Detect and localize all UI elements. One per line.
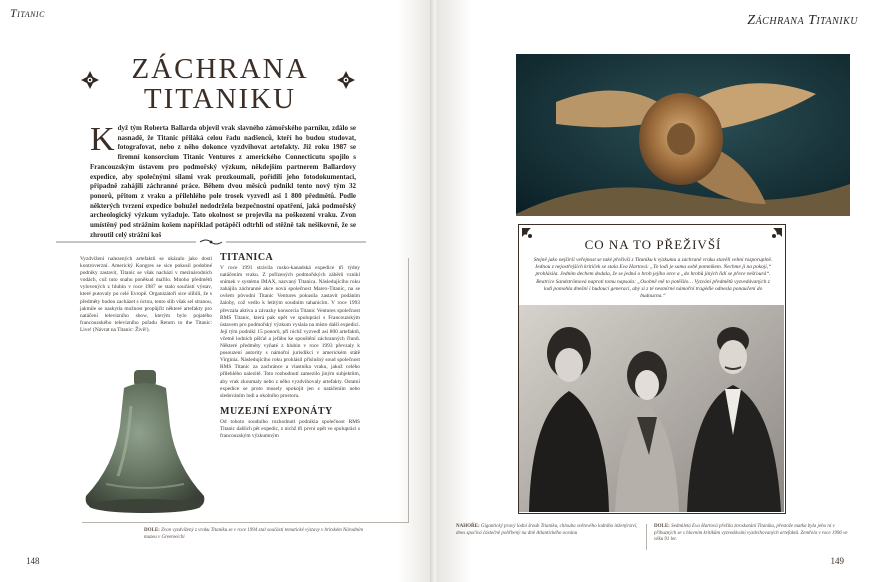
intro-paragraph	[90, 121, 356, 240]
caption-divider	[646, 524, 647, 550]
caption-text: Zvon vyzdvižený z vraku Titaniku se v roce 1994 stal součástí tematické výstavy v britském Národním muzeu v Greenwichi	[144, 528, 364, 540]
fleuron-right-icon	[336, 70, 356, 90]
running-head-left: Titanic	[10, 6, 45, 20]
section-text-titanica: V roce 1991 strávila rusko-kanadská expedice tři týdny natáčením vraku. Z pořízených podmořských záběrů vznikl snímek v systému IMAX, nazvaný Titanica. Následujícího roku zahájila záchranné akce nová společnost Marex-Titanic, na se ovšem původní Titanic Ventures pokusila zastavit podáním žaloby, což vedlo k letitým soudním tahanicím. V roce 1993 převzala aktiva a závazky konsorcia Titanic Ventures společnost RMS Titanic, která pak opět ve spolupráci s Francouzským ústavem pro podmořský výzkum vyslala na místo další expedici. Její tým podnikl 15 ponorů, při nichž vyzvedl asi 800 artefaktů, včetně lodních píšťal a jeřábu ke spouštění záchranných člunů. Některé předměty vyňaté z hlubin v roce 1993 převzaly k posouzení autority s námořní jurisdikcí v americkém státě Virginia. Následujícího roku prohlásil příslušný soud společnost RMS Titanic za zachránce a vlastníka vraku, jakož celého přilehlého nalezitě. Toto rozhodnutí zamezilo jiným subjektům, aby vrak zkoumaly nebo z něho vyzdvihovaly artefakty. Ostatní expedice se proto musely spokojit jen s natáčením nebo sledováním lodi a okolního prostoru.	[220, 265, 360, 399]
caption-text: Gigantický pravý lodní šroub Titaniku, chlouba světového lodního inženýrství, dnes spočívá částečně pohřbený na dně Atlantického oceánu	[456, 524, 638, 536]
caption-label: DOLE:	[144, 528, 160, 533]
page-title	[80, 54, 360, 114]
survivor-family-photo	[519, 305, 784, 512]
caption-label: DOLE:	[654, 524, 670, 529]
caption-label: NAHOŘE:	[456, 524, 480, 529]
bell-caption	[144, 528, 364, 541]
sidebar-text: Stejně jako nejširší veřejnost se také přeživší z Titaniku k výzkumu a záchraně vraku stavěli velmi rozporuplně. Jednou z nejostřejších kritiček se stala Eva Hartová: „To lodi je sama sobě pomníkem. Nechme ji na pokoji,“ prohlásila. Jedním dechem dodala, že se jedná o hrob jejího otce a „do hrobů jiných lidí se přece nešťourá“. Beatrice Sandströmová naproti tomu napsala: „Osobně mě to potěšilo… Vyzvání předmětů vyzvedávaných z lodi pomohla dnešní i budoucí generaci, aby si z té nesmírné námořní tragédie odnesla ponaučení do budoucna.“	[533, 257, 773, 300]
running-head-right: Záchrana Titaniku	[747, 13, 858, 28]
intro-text: dyž tým Roberta Ballarda objevil vrak slavného zámořského parníku, zdálo se nasnadě, že Titanic přiláká celou řadu nadšenců, kteří ho budou studovat, fotografovat, nebo z něho dokonce vyzdvihovat artefakty. Již roku 1987 se firemní konsorcium Titanic Ventures z amerického Connecticutu spojilo s Francouzským ústavem pro podmořský výzkum, někdejším partnerem Ballardovy expedice, aby společnými silami vrak prozkoumali, pořídili jeho fotodokumentaci, případně zahájili záchranné práce. Během dvou měsíců podnikl tento nový tým 32 ponorů, přitom z vraku a přilehlého pole trosek vyzvedl asi 1 800 předmětů. Podle některých tvrzení expedice bohužel nedodržela bezpečnostní opatření, jaká podmořský archeologický výzkum vyžaduje. Tato okolnost se projevila na poškození vraku. Zvon umístěný pod strážním košem například potápěči odtrhli od stěžně tak nešikovně, že se zhroutil celý strážní koš	[90, 124, 356, 239]
section-divider	[56, 238, 366, 246]
section-heading-exhibits: MUZEJNÍ EXPONÁTY	[220, 405, 333, 417]
left-column-text: Vyzdvižení nalezených artefaktů se ukázalo jako dosti kontroverzní. Americký Kongres se sice pokusil podobné podniky zastavit, Titanic se však nachází v mezinárodních vodách, což tuto snahu poněkud mařilo. Mnoho předmětů vylovených z hlubin v roce 1987 se stalo součástí výstav, které putovaly po celé Evropě. Organizátoři sice slíbili, že s předměty budou zacházet s úctou, tento slib však sel stranou, jakmile se naskytla možnost propůjčit některé artefakty pro natáčení televizního show, kterým bylo pojatého francouzského televizního pořadu Return to the Titanic: Live! (Návrat na Titanic: Živě!).	[80, 256, 212, 333]
survivors-sidebar	[518, 224, 786, 514]
title-line-1: ZÁCHRANA	[131, 53, 309, 85]
ship-bell-photo	[76, 366, 214, 518]
propeller-caption	[456, 524, 640, 537]
drop-cap: K	[90, 121, 115, 158]
caption-text: Sedmiletá Eva Hartová přežila ztroskotání Titaniku, přestože matka byla jeho ní v příbuzných se s hlavním kritikům vyzvedávání vyzdvihovaných artefaktů. Zemřela v roce 1996 ve věku 91 let.	[654, 524, 848, 543]
sidebar-title: CO NA TO PŘEŽIVŠÍ	[584, 237, 722, 252]
caption-rule	[82, 522, 409, 523]
section-text-exhibits: Od tohoto soudního rozhodnutí podnikla společnost RMS Titanic dalších pět expedic, z nichž tři první opět ve spolupráci s francouzským výzkumným	[220, 418, 360, 439]
right-column	[220, 252, 360, 440]
title-line-2: TITANIKU	[143, 83, 297, 115]
left-page	[0, 0, 432, 582]
page-number-right: 149	[830, 556, 844, 566]
column-rule	[408, 258, 409, 523]
page-number-left: 148	[26, 556, 40, 566]
propeller-photo	[516, 54, 850, 216]
photo-caption	[654, 524, 850, 544]
section-heading-titanica: TITANICA	[220, 252, 274, 263]
